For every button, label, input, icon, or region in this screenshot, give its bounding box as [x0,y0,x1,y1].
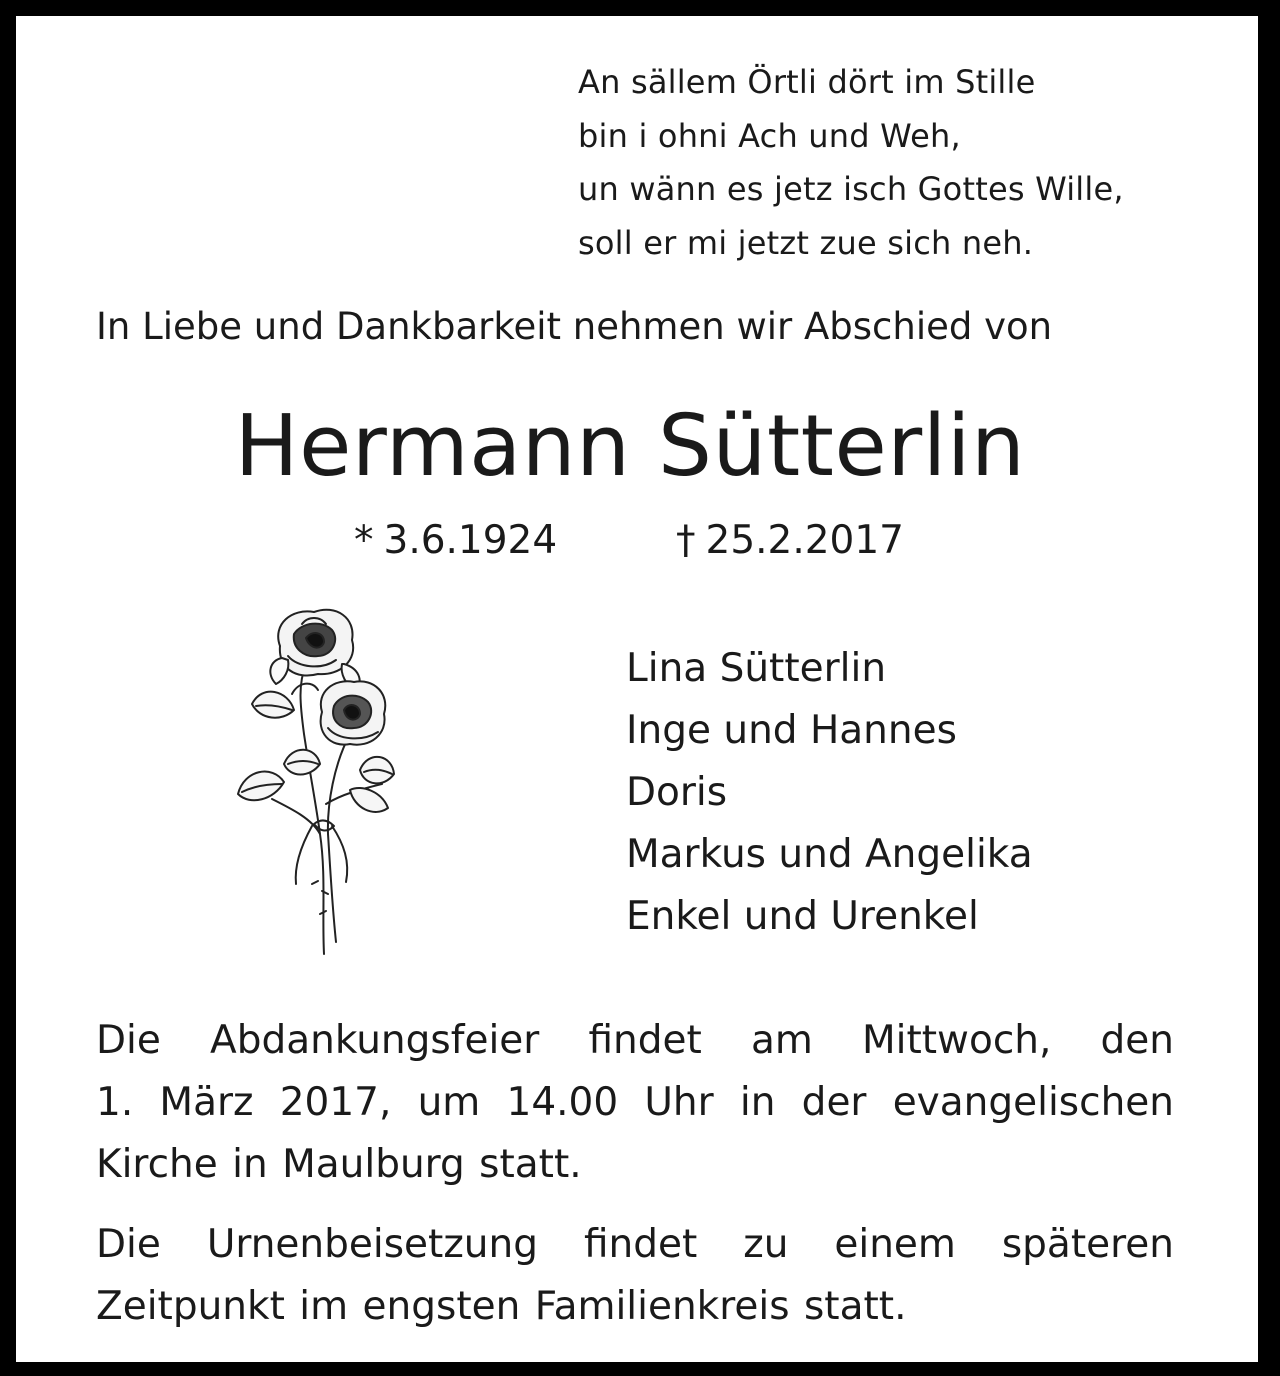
mourners-list [626,638,1033,948]
ceremony-line: Die Abdankungsfeier findet am Mittwoch, den [96,1018,1174,1063]
birth-date: 3.6.1924 [383,518,558,563]
mourner-entry: Lina Sütterlin [626,646,887,691]
death-symbol: † [676,518,696,563]
rose-drawing-icon [232,594,402,964]
mourner-entry: Enkel und Urenkel [626,894,979,939]
death-date-block [676,516,904,566]
poem-line: bin i ohni Ach und Weh, [578,116,961,155]
ceremony-line: 1. März 2017, um 14.00 Uhr in der evangelischen [96,1080,1174,1125]
ceremony-line: Kirche in Maulburg statt. [96,1142,582,1187]
birth-symbol: * [354,518,374,563]
deceased-name: Hermann Sütterlin [234,397,1026,496]
death-date: 25.2.2017 [705,518,904,563]
mourner-entry: Markus und Angelika [626,832,1033,877]
ceremony-paragraph [96,1010,1174,1196]
poem-line: An sällem Örtli dört im Stille [578,63,1036,101]
poem-line: un wänn es jetz isch Gottes Wille, [578,170,1124,208]
intro-text: In Liebe und Dankbarkeit nehmen wir Abschied von [96,305,1053,348]
burial-line: Zeitpunkt im engsten Familienkreis statt. [96,1284,907,1329]
birth-date-block [354,516,557,566]
poem [578,56,1218,270]
mourner-entry: Inge und Hannes [626,708,957,753]
mourner-entry: Doris [626,770,728,815]
poem-line: soll er mi jetzt zue sich neh. [578,223,1034,262]
burial-paragraph [96,1214,1174,1338]
burial-line: Die Urnenbeisetzung findet zu einem späteren [96,1222,1174,1267]
